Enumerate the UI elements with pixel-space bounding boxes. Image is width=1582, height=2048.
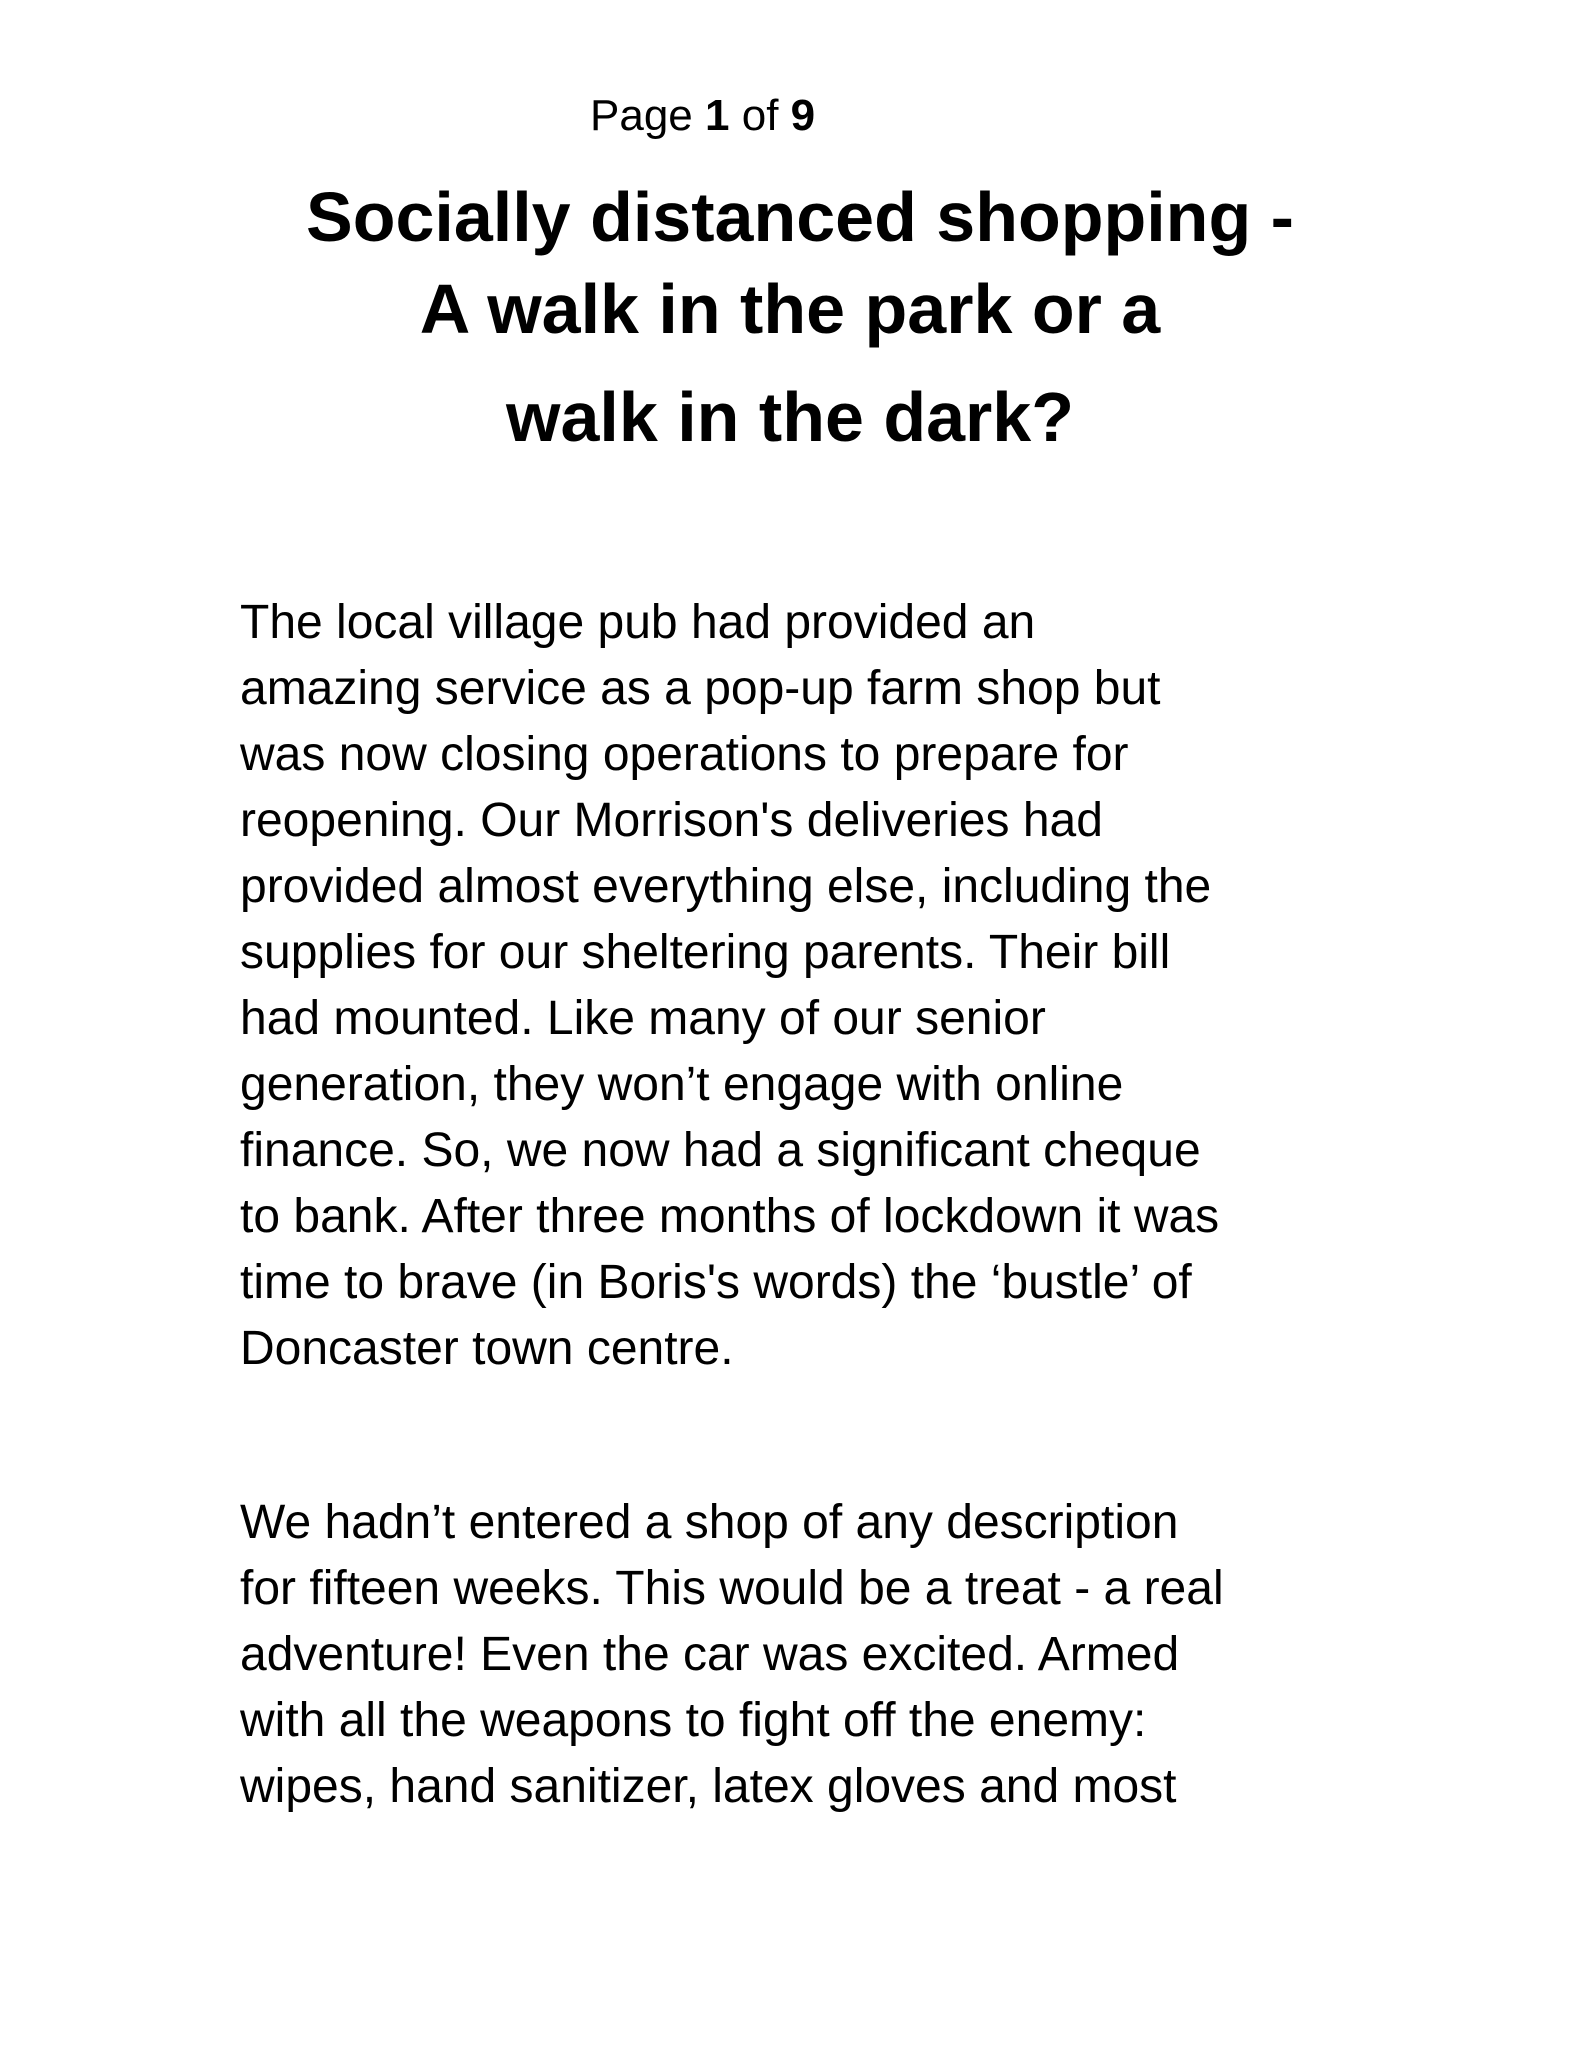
paragraph-line: to bank. After three months of lockdown it was	[240, 1190, 1220, 1243]
paragraph-line: supplies for our sheltering parents. Their bill	[240, 926, 1171, 979]
paragraph-line: We hadn’t entered a shop of any description	[240, 1496, 1179, 1549]
paragraph-line: finance. So, we now had a significant cheque	[240, 1124, 1201, 1177]
page-total: 9	[790, 91, 816, 140]
paragraph-line: reopening. Our Morrison's deliveries had	[240, 794, 1103, 847]
paragraph-line: The local village pub had provided an	[240, 596, 1036, 649]
paragraph-line: time to brave (in Boris's words) the ‘bustle’ of	[240, 1256, 1192, 1309]
title-line-1: Socially distanced shopping -	[306, 178, 1294, 256]
paragraph-line: with all the weapons to fight off the enemy:	[240, 1694, 1147, 1747]
paragraph-line: had mounted. Like many of our senior	[240, 992, 1046, 1045]
paragraph-line: provided almost everything else, including the	[240, 860, 1212, 913]
paragraph-line: adventure! Even the car was excited. Armed	[240, 1628, 1180, 1681]
paragraph-line: was now closing operations to prepare for	[240, 728, 1129, 781]
page-of: of	[741, 91, 779, 140]
page-current: 1	[705, 91, 730, 140]
paragraph-1	[240, 590, 1380, 1382]
paragraph-line: amazing service as a pop-up farm shop but	[240, 662, 1161, 715]
paragraph-line: generation, they won’t engage with online	[240, 1058, 1124, 1111]
paragraph-line: wipes, hand sanitizer, latex gloves and most	[240, 1760, 1177, 1813]
paragraph-line: for fifteen weeks. This would be a treat - a real	[240, 1562, 1224, 1615]
paragraph-line: Doncaster town centre.	[240, 1322, 734, 1375]
title-line-3: walk in the dark?	[506, 378, 1074, 456]
page-prefix: Page	[590, 91, 693, 140]
title-line-2: A walk in the park or a	[419, 270, 1161, 348]
page-indicator	[590, 88, 815, 144]
paragraph-2	[240, 1490, 1380, 1820]
